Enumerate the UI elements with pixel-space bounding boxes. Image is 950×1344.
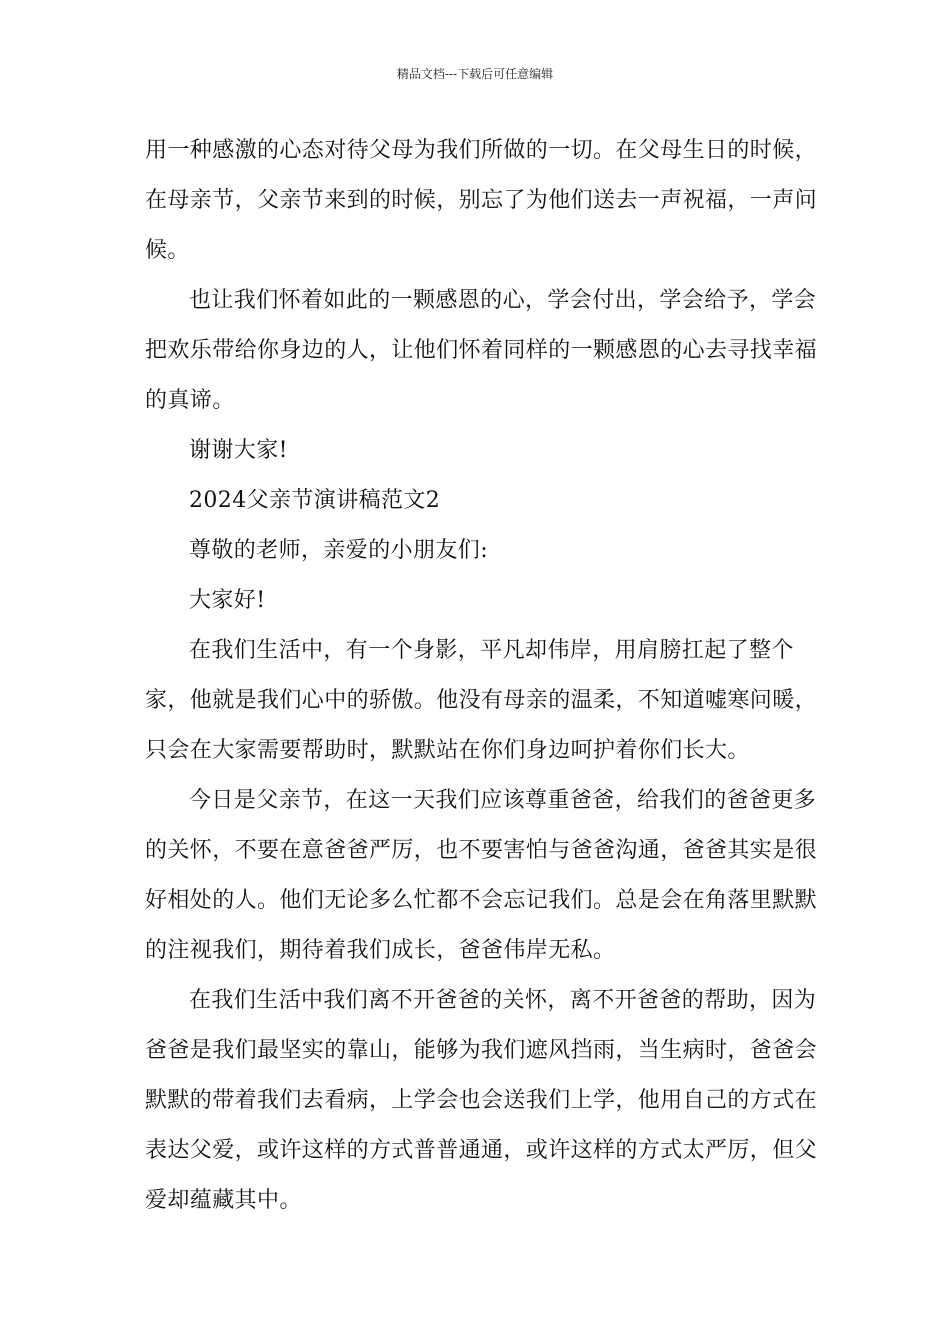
paragraph-7: 在我们生活中，有一个身影，平凡却伟岸，用肩膀扛起了整个家，他就是我们心中的骄傲。他没有母亲的温柔，不知道嘘寒问暖，只会在大家需要帮助时，默默站在你们身边呵护着你们长大。 xyxy=(145,638,818,763)
document-body xyxy=(145,126,830,1226)
greeting: 大家好! xyxy=(189,588,266,613)
paragraph-9: 在我们生活中我们离不开爸爸的关怀，离不开爸爸的帮助，因为爸爸是我们最坚实的靠山，能够为我们遮风挡雨，当生病时，爸爸会默默的带着我们去看病，上学会也会送我们上学，他用自己的方式在表达父爱，或许这样的方式普普通通，或许这样的方式太严厉，但父爱却蕴藏其中。 xyxy=(145,988,818,1213)
salutation: 尊敬的老师，亲爱的小朋友们: xyxy=(189,538,489,563)
paragraph-1: 用一种感激的心态对待父母为我们所做的一切。在父母生日的时候，在母亲节，父亲节来到的时候，别忘了为他们送去一声祝福，一声问候。 xyxy=(145,138,818,263)
paragraph-2: 也让我们怀着如此的一颗感恩的心，学会付出，学会给予，学会把欢乐带给你身边的人，让他们怀着同样的一颗感恩的心去寻找幸福的真谛。 xyxy=(145,288,818,413)
section-title: 2024父亲节演讲稿范文2 xyxy=(189,488,441,513)
page-header: 精品文档---下载后可任意编辑 xyxy=(396,67,554,81)
paragraph-8: 今日是父亲节，在这一天我们应该尊重爸爸，给我们的爸爸更多的关怀，不要在意爸爸严厉，也不要害怕与爸爸沟通，爸爸其实是很好相处的人。他们无论多么忙都不会忘记我们。总是会在角落里默默的注视我们，期待着我们成长，爸爸伟岸无私。 xyxy=(145,788,818,963)
paragraph-3: 谢谢大家! xyxy=(189,438,288,463)
